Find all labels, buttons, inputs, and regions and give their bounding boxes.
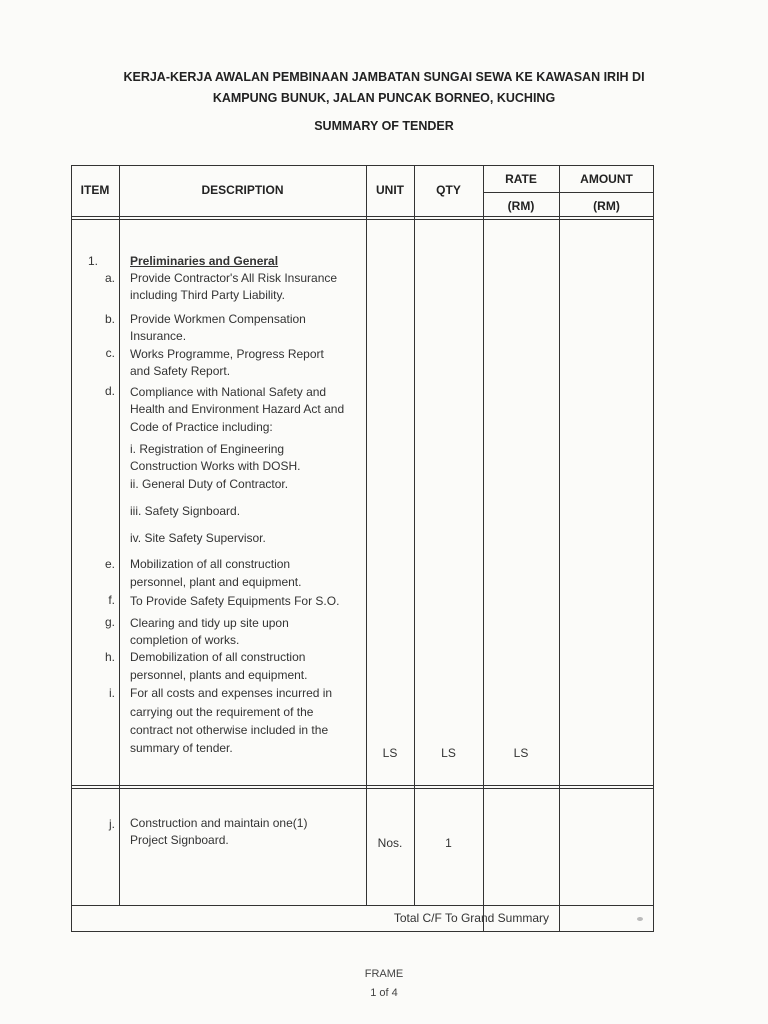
- table-border-left: [71, 165, 72, 932]
- item-description-line: ii. General Duty of Contractor.: [130, 477, 289, 491]
- item-letter: e.: [104, 557, 115, 571]
- column-header-amount: AMOUNT: [580, 172, 633, 186]
- item-description-line: iv. Site Safety Supervisor.: [130, 531, 266, 545]
- tender-summary-table: [71, 165, 654, 932]
- scan-speck: [637, 917, 643, 921]
- item-description-line: Provide Workmen Compensation: [130, 312, 306, 326]
- item-letter: a.: [104, 271, 115, 285]
- item-j-unit-value: Nos.: [377, 836, 403, 850]
- item-description-line: iii. Safety Signboard.: [130, 504, 241, 518]
- footer-frame-label: FRAME: [364, 968, 404, 980]
- item-description-line: completion of works.: [130, 633, 240, 647]
- item-description-line: Construction and maintain one(1): [130, 816, 308, 830]
- column-divider: [559, 165, 560, 932]
- item-description-line: Code of Practice including:: [130, 420, 273, 434]
- item-description-line: Clearing and tidy up site upon: [130, 616, 289, 630]
- section-unit-value: LS: [382, 746, 398, 760]
- header-row-double-line: [71, 219, 654, 220]
- section-rate-value: LS: [513, 746, 529, 760]
- total-carried-forward-label: Total C/F To Grand Summary: [393, 911, 549, 925]
- section-number: 1.: [88, 254, 99, 268]
- item-letter: i.: [109, 686, 115, 700]
- item-description-line: personnel, plant and equipment.: [130, 575, 302, 589]
- item-description-line: For all costs and expenses incurred in: [130, 686, 333, 700]
- document-subtitle: SUMMARY OF TENDER: [314, 119, 454, 133]
- table-border-top: [71, 165, 654, 166]
- item-description-line: Compliance with National Safety and: [130, 385, 327, 399]
- column-divider: [414, 165, 415, 905]
- column-header-amount-unit: (RM): [593, 199, 620, 213]
- item-description-line: i. Registration of Engineering: [130, 442, 285, 456]
- item-description-line: summary of tender.: [130, 741, 233, 755]
- item-description-line: Insurance.: [130, 329, 187, 343]
- section-title: Preliminaries and General: [130, 254, 279, 268]
- table-border-bottom: [71, 931, 654, 932]
- item-letter: j.: [109, 817, 115, 831]
- table-border-right: [653, 165, 654, 932]
- item-description-line: carrying out the requirement of the: [130, 705, 314, 719]
- column-divider: [483, 165, 484, 932]
- item-description-line: Demobilization of all construction: [130, 650, 306, 664]
- item-description-line: personnel, plants and equipment.: [130, 668, 308, 682]
- item-description-line: Works Programme, Progress Report: [130, 347, 324, 361]
- column-header-item: ITEM: [80, 183, 110, 197]
- item-letter: f.: [108, 593, 115, 607]
- item-description-line: Project Signboard.: [130, 833, 229, 847]
- page-number: 1 of 4: [370, 987, 398, 999]
- section-qty-value: LS: [441, 746, 456, 760]
- column-header-description: DESCRIPTION: [201, 183, 284, 197]
- item-j-qty-value: 1: [445, 836, 452, 850]
- item-letter: g.: [104, 615, 115, 629]
- row-separator: [71, 785, 654, 786]
- item-description-line: contract not otherwise included in the: [130, 723, 329, 737]
- item-description-line: and Safety Report.: [130, 364, 231, 378]
- total-row-top: [71, 905, 654, 906]
- column-header-rate-unit: (RM): [507, 199, 535, 213]
- item-description-line: Provide Contractor's All Risk Insurance: [130, 271, 338, 285]
- column-divider: [119, 165, 120, 905]
- column-header-rate: RATE: [505, 172, 537, 186]
- item-letter: h.: [104, 650, 115, 664]
- column-header-qty: QTY: [436, 183, 461, 197]
- item-description-line: Health and Environment Hazard Act and: [130, 402, 345, 416]
- document-title-line-1: KERJA-KERJA AWALAN PEMBINAAN JAMBATAN SUNGAI SEWA KE KAWASAN IRIH DI: [123, 70, 645, 84]
- item-letter: c.: [105, 346, 115, 360]
- item-letter: b.: [104, 312, 115, 326]
- header-row-bottom: [71, 216, 654, 217]
- item-description-line: Mobilization of all construction: [130, 557, 291, 571]
- column-header-unit: UNIT: [376, 183, 404, 197]
- item-description-line: including Third Party Liability.: [130, 288, 285, 302]
- column-divider: [366, 165, 367, 905]
- row-separator: [71, 788, 654, 789]
- item-description-line: To Provide Safety Equipments For S.O.: [130, 594, 340, 608]
- rate-amount-subheader-line: [483, 192, 654, 193]
- item-letter: d.: [104, 384, 115, 398]
- item-description-line: Construction Works with DOSH.: [130, 459, 301, 473]
- document-title-line-2: KAMPUNG BUNUK, JALAN PUNCAK BORNEO, KUCHING: [212, 91, 556, 105]
